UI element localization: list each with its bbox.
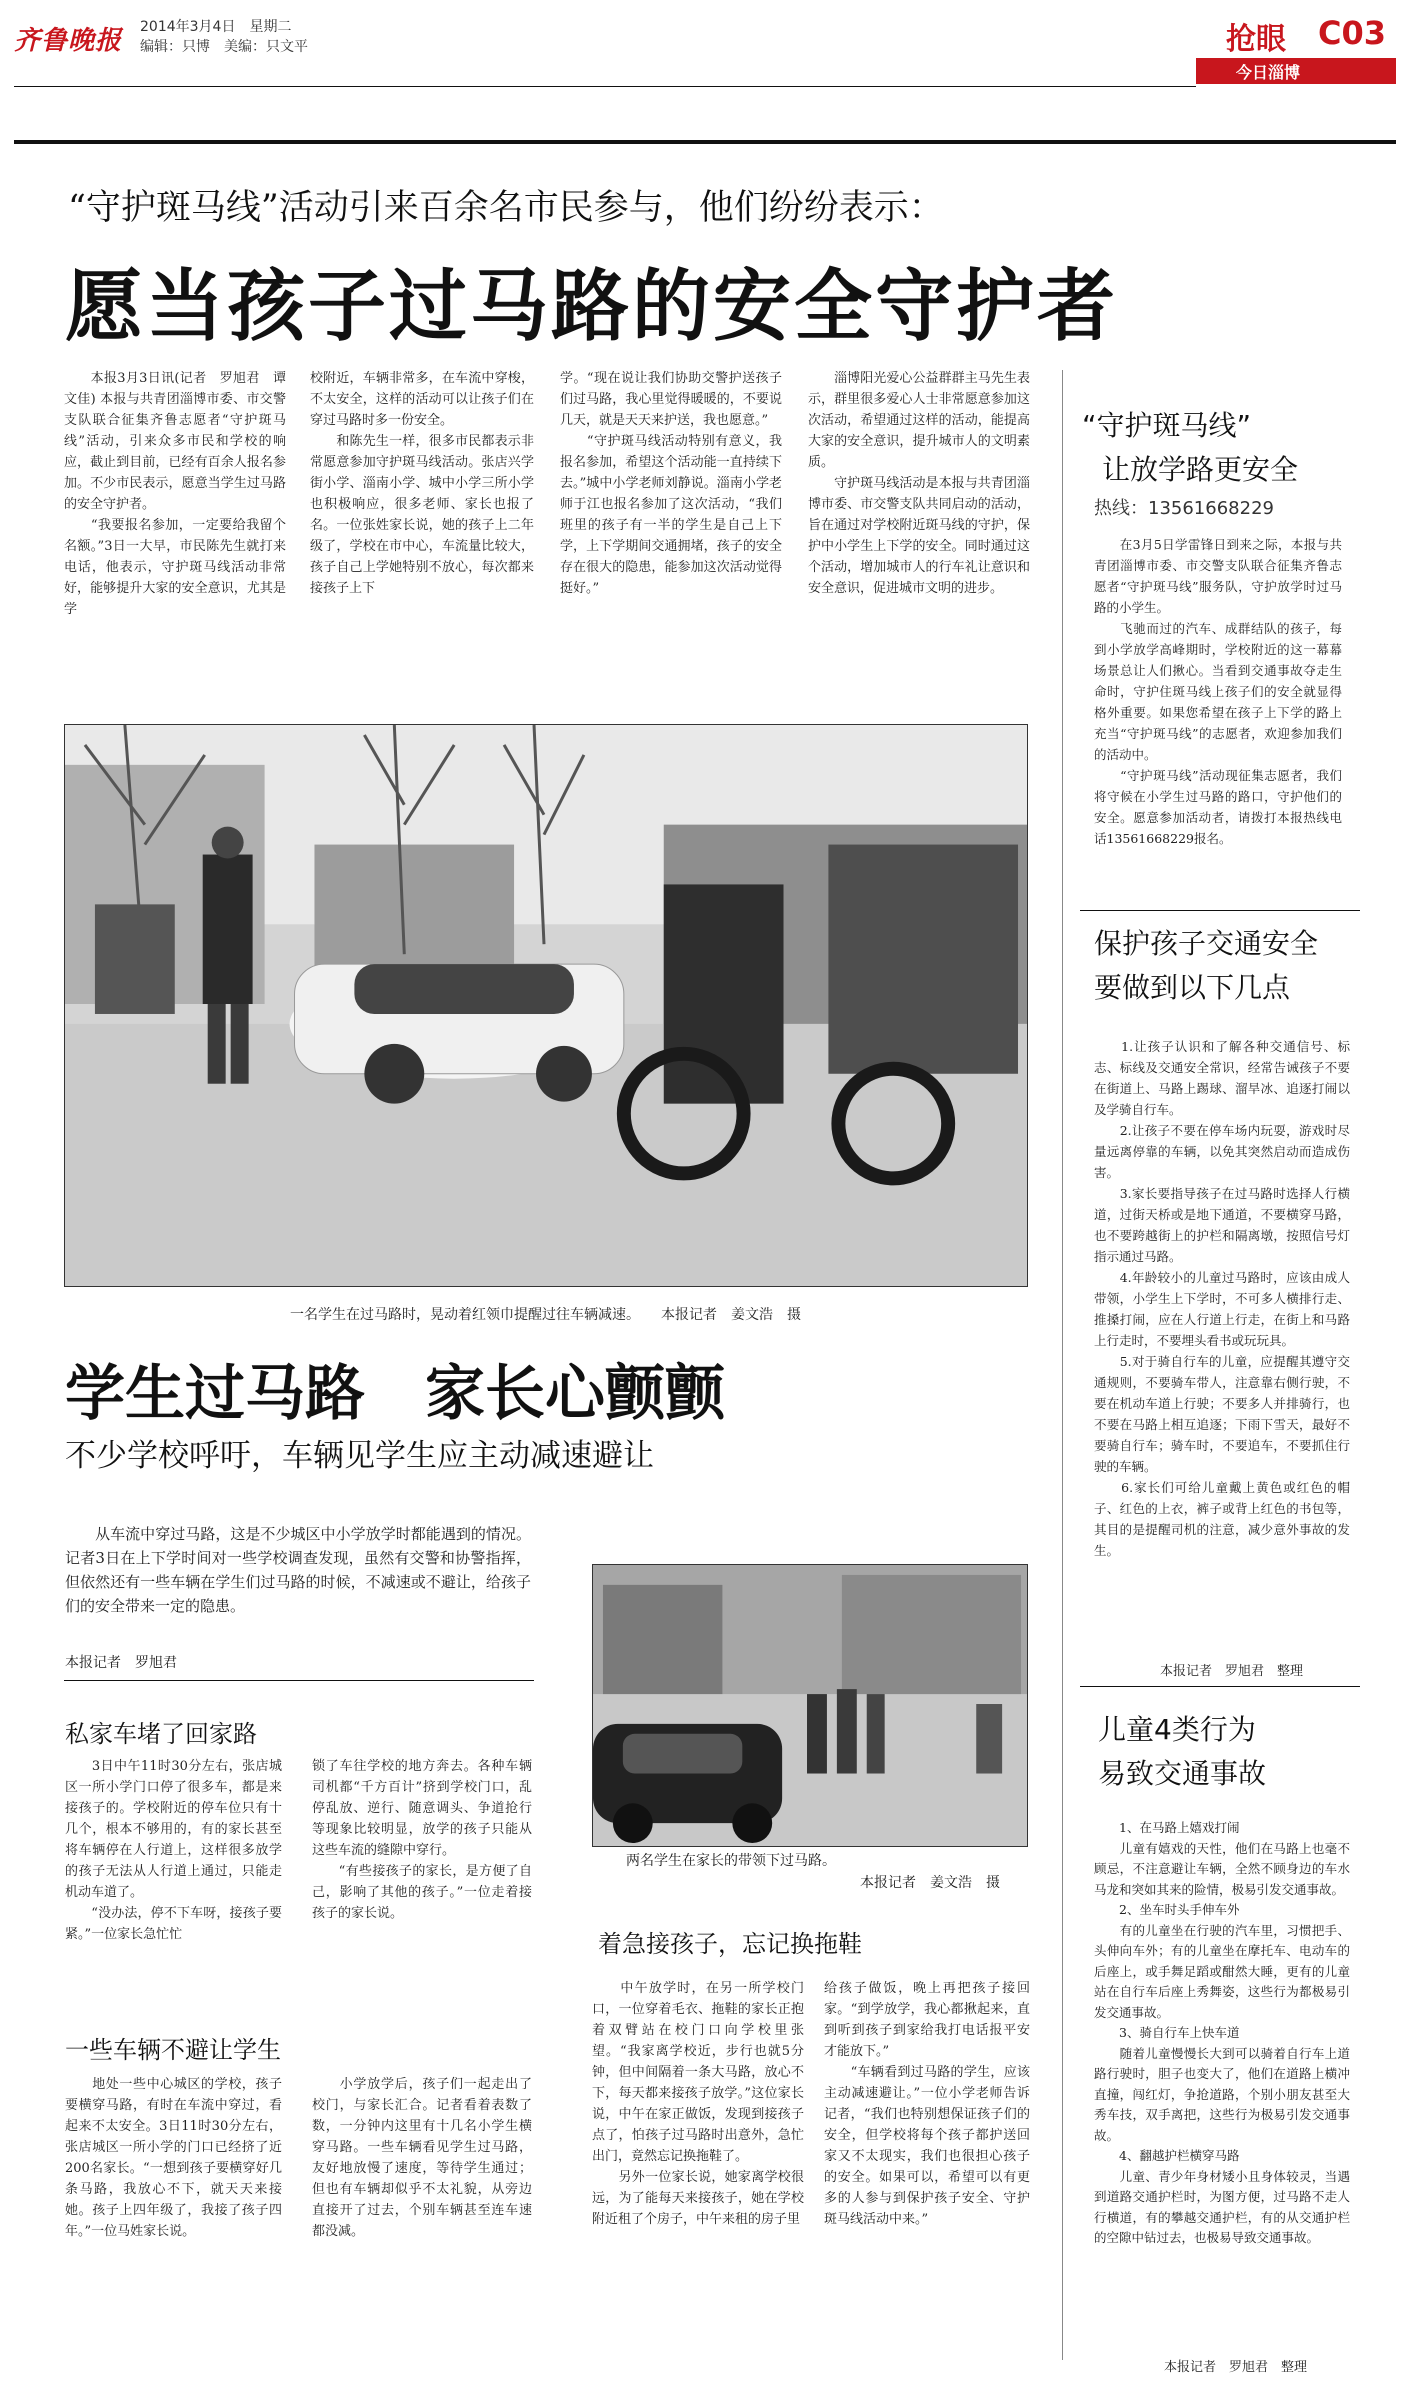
side3-credit: 本报记者 罗旭君 整理 bbox=[1164, 2360, 1308, 2375]
subhead-no-yield: 一些车辆不避让学生 bbox=[65, 2036, 281, 2064]
kicker: “守护斑马线”活动引来百余名市民参与，他们纷纷表示： bbox=[68, 188, 944, 228]
main-col-1: 本报3月3日讯(记者 罗旭君 谭文佳) 本报与共青团淄博市委、市交警支队联合征集齐鲁志愿者“守护斑马线”活动，引来众多市民和学校的响应，截止到目前，已经有百余人报名参加。不少市民表示，愿意当学生过马路的安全守护者。 “我要报名参加，一定要给我留个名额。”3日一大早，市民陈先生就打来电话，他表示，守护斑马线活动非常好，能够提升大家的安全意识，尤其是学 bbox=[64, 371, 286, 617]
main-headline: 愿当孩子过马路的安全守护者 bbox=[65, 262, 1119, 352]
photo-student-crossing bbox=[64, 724, 1028, 1287]
photo2-credit: 本报记者 姜文浩 摄 bbox=[860, 1875, 1000, 1891]
s3-col-a: 中午放学时，在另一所学校门口，一位穿着毛衣、拖鞋的家长正抱着双臂站在校门口向学校里张望。“我家离学校近，步行也就5分钟，但中间隔着一条大马路，放心不下，每天都来接孩子放学。”这位家长说，中午在家正做饭，发现到接孩子点了，怕孩子过马路时出意外，急忙出门，竟然忘记换拖鞋了。 另外一位家长说，她家离学校很远，为了能每天来接孩子，她在学校附近租了个房子，中午来租的房子里 bbox=[592, 1981, 804, 2227]
main-col-4: 淄博阳光爱心公益群群主马先生表示，群里很多爱心人士非常愿意参加这次活动，希望通过这样的活动，能提高大家的安全意识，提升城市人的文明素质。 守护斑马线活动是本报与共青团淄博市委、市交警支队共同启动的活动，旨在通过对学校附近斑马线的守护，保护中小学生上下学的安全。同时通过这个活动，增加城市人的行车礼让意识和安全意识，促进城市文明的进步。 bbox=[808, 371, 1030, 596]
side3-body: 1、在马路上嬉戏打闹 儿童有嬉戏的天性，他们在马路上也毫不顾忌，不注意避让车辆，全然不顾身边的车水马龙和突如其来的险情，极易引发交通事故。 2、坐车时头手伸车外 有的儿童坐在行驶的汽车里，习惯把手、头伸向车外；有的儿童坐在摩托车、电动车的后座上，或手舞足蹈或酣然大睡，更有的儿童站在自行车后座上秀舞姿，这些行为都极易引发交通事故。 3、骑自行车上快车道 随着儿童慢慢长大到可以骑着自行车上道路行驶时，胆子也变大了，他们在道路上横冲直撞，闯红灯，争抢道路，个别小朋友甚至大秀车技，双手离把，这些行为极易引发交通事故。 4、翻越护栏横穿马路 儿童、青少年身材矮小且身体较灵，当遇到道路交通护栏时，为图方便，过马路不走人行横道，有的攀越交通护栏，有的从交通护栏的空隙中钻过去，也极易导致交通事故。 bbox=[1094, 1820, 1350, 2245]
photo2-caption: 两名学生在家长的带领下过马路。 bbox=[626, 1853, 836, 1869]
side1-title-line2: 让放学路更安全 bbox=[1102, 453, 1299, 486]
masthead-logo: 齐鲁晚报 bbox=[14, 26, 123, 56]
issue-date: 2014年3月4日 星期二 bbox=[140, 19, 292, 35]
s1-col-a: 3日中午11时30分左右，张店城区一所小学门口停了很多车，都是来接孩子的。学校附近的停车位只有十几个，根本不够用的，有的家长甚至将车辆停在人行道上，这样很多放学的孩子无法从人行道上通过，只能走机动车道了。 “没办法，停不下车呀，接孩子要紧。”一位家长急忙忙 bbox=[65, 1759, 282, 1942]
byline-rule bbox=[64, 1680, 534, 1681]
photo-parents-crossing bbox=[592, 1564, 1028, 1847]
side1-title-line1: “守护斑马线” bbox=[1082, 409, 1252, 442]
s1-col-b: 锁了车往学校的地方奔去。各种车辆司机都“千方百计”挤到学校门口，乱停乱放、逆行、随意调头、争道抢行等现象比较明显，放学的孩子只能从这些车流的缝隙中穿行。 “有些接孩子的家长，是方便了自己，影响了其他的孩子。”一位走着接孩子的家长说。 bbox=[312, 1759, 532, 1921]
side1-hotline: 热线：13561668229 bbox=[1094, 498, 1274, 519]
sub-deck: 不少学校呼吁，车辆见学生应主动减速避让 bbox=[65, 1438, 654, 1474]
side1-body: 在3月5日学雷锋日到来之际，本报与共青团淄博市委、市交警支队联合征集齐鲁志愿者“守护斑马线”服务队，守护放学时过马路的小学生。 飞驰而过的汽车、成群结队的孩子，每到小学放学高峰期时，学校附近的这一幕幕场景总让人们揪心。当看到交通事故夺走生命时，守护住斑马线上孩子们的安全就显得格外重要。如果您希望在孩子上下学的路上充当“守护斑马线”的志愿者，欢迎参加我们的活动中。 “守护斑马线”活动现征集志愿者，我们将守候在小学生过马路的路口，守护他们的安全。愿意参加活动者，请拨打本报热线电话13561668229报名。 bbox=[1094, 537, 1342, 846]
subhead-slippers: 着急接孩子，忘记换拖鞋 bbox=[598, 1930, 862, 1958]
side2-title-line1: 保护孩子交通安全 bbox=[1094, 927, 1319, 960]
main-col-3: 学。“现在说让我们协助交警护送孩子们过马路，我心里觉得暖暖的，不要说几天，就是天天来护送，我也愿意。” “守护斑马线活动特别有意义，我报名参加，希望这个活动能一直持续下去。”城中小学老师刘静说。淄南小学老师于江也报名参加了这次活动，“我们班里的孩子有一半的学生是自己上下学，上下学期间交通拥堵，孩子的安全存在很大的隐患，能参加这次活动觉得挺好。” bbox=[560, 371, 782, 596]
side3-title-line2: 易致交通事故 bbox=[1098, 1757, 1267, 1790]
sidebar-divider bbox=[1062, 370, 1063, 2360]
editors: 编辑：只博 美编：只文平 bbox=[140, 39, 308, 55]
main-col-2: 校附近，车辆非常多，在车流中穿梭，不太安全，这样的活动可以让孩子们在穿过马路时多一份安全。 和陈先生一样，很多市民都表示非常愿意参加守护斑马线活动。张店兴学街小学、淄南小学、城中小学三所小学也积极响应，很多老师、家长也报了名。一位张姓家长说，她的孩子上二年级了，学校在市中心，车流量比较大，孩子自己上学她特别不放心，每次都来接孩子上下 bbox=[310, 371, 534, 596]
top-divider bbox=[14, 140, 1396, 144]
page-number: C03 bbox=[1318, 14, 1387, 52]
side2-credit: 本报记者 罗旭君 整理 bbox=[1160, 1664, 1304, 1679]
subsection-label: 今日淄博 bbox=[1236, 63, 1301, 82]
s2-col-b: 小学放学后，孩子们一起走出了校门，与家长汇合。记者看着表数了数，一分钟内这里有十几名小学生横穿马路。一些车辆看见学生过马路，友好地放慢了速度，等待学生通过；但也有车辆却似乎不太礼貌，从旁边直接开了过去，个别车辆甚至连车速都没减。 bbox=[312, 2077, 532, 2239]
sub-byline: 本报记者 罗旭君 bbox=[65, 1655, 177, 1671]
sub-lead: 从车流中穿过马路，这是不少城区中小学放学时都能遇到的情况。记者3日在上下学时间对一些学校调查发现，虽然有交警和协警指挥，但依然还有一些车辆在学生们过马路的时候，不减速或不避让，给孩子们的安全带来一定的隐患。 bbox=[65, 1525, 531, 1615]
header-rule bbox=[14, 86, 1196, 87]
photo1-caption: 一名学生在过马路时，晃动着红领巾提醒过往车辆减速。 本报记者 姜文浩 摄 bbox=[290, 1307, 801, 1323]
side1-rule bbox=[1080, 910, 1360, 911]
side3-title-line1: 儿童4类行为 bbox=[1098, 1713, 1256, 1746]
s2-col-a: 地处一些中心城区的学校，孩子要横穿马路，有时在车流中穿过，看起来不太安全。3日11时30分左右，张店城区一所小学的门口已经挤了近200名家长。“一想到孩子要横穿好几条马路，我放心不下，就天天来接她。孩子上四年级了，我接了孩子四年。”一位马姓家长说。 bbox=[65, 2077, 282, 2239]
side2-body: 1.让孩子认识和了解各种交通信号、标志、标线及交通安全常识，经常告诫孩子不要在街道上、马路上踢球、溜旱冰、追逐打闹以及学骑自行车。 2.让孩子不要在停车场内玩耍，游戏时尽量远离停靠的车辆，以免其突然启动而造成伤害。 3.家长要指导孩子在过马路时选择人行横道，过街天桥或是地下通道，不要横穿马路，也不要跨越街上的护栏和隔离墩，按照信号灯指示通过马路。 4.年龄较小的儿童过马路时，应该由成人带领，小学生上下学时，不可多人横排行走、推搡打闹，应在人行道上行走，在街上和马路上行走时，不要埋头看书或玩玩具。 5.对于骑自行车的儿童，应提醒其遵守交通规则，不要骑车带人，注意靠右侧行驶，不要在机动车道上行驶；不要多人并排骑行，也不要在马路上相互追逐；下雨下雪天，最好不要骑自行车；骑车时，不要追车，不要抓住行驶的车辆。 6.家长们可给儿童戴上黄色或红色的帽子、红色的上衣，裤子或背上红色的书包等，其目的是提醒司机的注意，减少意外事故的发生。 bbox=[1094, 1039, 1350, 1558]
section-name: 抢眼 bbox=[1226, 22, 1286, 57]
sub-headline: 学生过马路 家长心颤颤 bbox=[65, 1359, 725, 1429]
subhead-private-cars: 私家车堵了回家路 bbox=[65, 1720, 257, 1748]
side2-title-line2: 要做到以下几点 bbox=[1094, 971, 1291, 1004]
side2-rule bbox=[1080, 1686, 1360, 1687]
s3-col-b: 给孩子做饭，晚上再把孩子接回家。“到学放学，我心都揪起来，直到听到孩子到家给我打电话报平安才能放下。” “车辆看到过马路的学生，应该主动减速避让。”一位小学老师告诉记者，“我们也特别想保证孩子们的安全，但学校将每个孩子都护送回家又不太现实，我们也很担心孩子的安全。如果可以，希望可以有更多的人参与到保护孩子安全、守护斑马线活动中来。” bbox=[824, 1981, 1030, 2227]
